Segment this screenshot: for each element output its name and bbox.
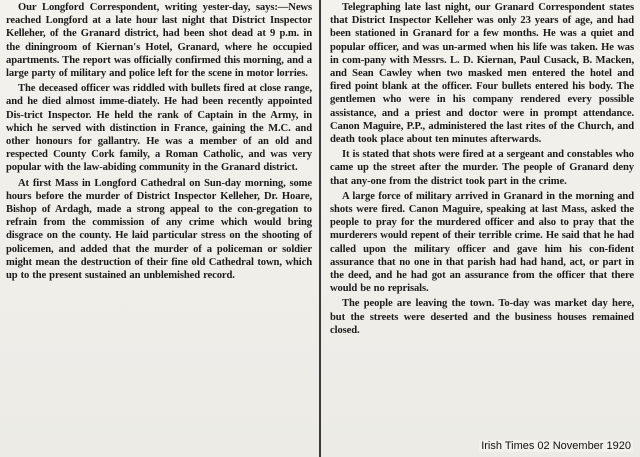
article-paragraph: Our Longford Correspondent, writing yester-day, says:—News reached Longford at a late hour last night that District Inspector Kelleher, of the Granard district, had been shot dead at 9 p.m. in the diningroom of Kiernan's Hotel, Granard, where he occupied apartments. The report was officially confirmed this morning, and a large party of military and police left for the scene in motor lorries. — [6, 2, 312, 80]
right-column — [323, 0, 640, 457]
article-paragraph: A large force of military arrived in Granard in the morning and shots were fired. Canon Maguire, speaking at last Mass, asked the people to pray for the murdered officer and also to pray that the murderers would repent of their terrible crime. He said that he had called upon the military officer and gave him his con-fident assurance that no one in that parish had had hand, act, or part in the deed, and he had got an assurance from the officer that there would be no reprisals. — [330, 190, 634, 295]
article-paragraph: The deceased officer was riddled with bullets fired at close range, and he died almost imme-diately. He had been recently appointed Dis-trict Inspector. He held the rank of Captain in the Army, in which he served with distinction in France, gaining the M.C. and other honours for gallantry. He was a member of an old and respected County Cork family, a Roman Catholic, and was very popular with the law-abiding community in the Granard district. — [6, 83, 312, 174]
article-paragraph: It is stated that shots were fired at a sergeant and constables who came up the street after the murder. The people of Granard deny that any-one from the district took part in the crime. — [330, 149, 634, 187]
source-caption: Irish Times 02 November 1920 — [481, 440, 631, 452]
column-divider — [319, 0, 321, 457]
left-column — [0, 0, 318, 457]
article-paragraph: At first Mass in Longford Cathedral on Sun-day morning, some hours before the murder of District Inspector Kelleher, Dr. Hoare, Bishop of Ardagh, made a strong appeal to the con-gregation to refrain from the commission of any crime which would bring disgrace on the county. He laid particular stress on the shooting of policemen, and added that the murder of a policeman or soldier might mean the destruction of their fine old Cathedral town, which up to the present sustained an unblemished record. — [6, 177, 312, 282]
article-paragraph: Telegraphing late last night, our Granard Correspondent states that District Inspector Kelleher was only 23 years of age, and had been stationed in Granard for a few months. He was a quiet and popular officer, and was un-armed when his life was taken. He was in com-pany with Messrs. L. D. Kiernan, Paul Cusack, B. Macken, and Sean Cawley when two masked men entered the hotel and fired point blank at the officer. Four bullets entered his body. The gentlemen who were in his company rendered every possible assistance, and a priest and doctor were in prompt attendance. Canon Maguire, P.P., administered the last rites of the Church, and death took place about ten minutes afterwards. — [330, 2, 634, 146]
article-paragraph: The people are leaving the town. To-day was market day here, but the streets were deserted and the business houses remained closed. — [330, 298, 634, 336]
